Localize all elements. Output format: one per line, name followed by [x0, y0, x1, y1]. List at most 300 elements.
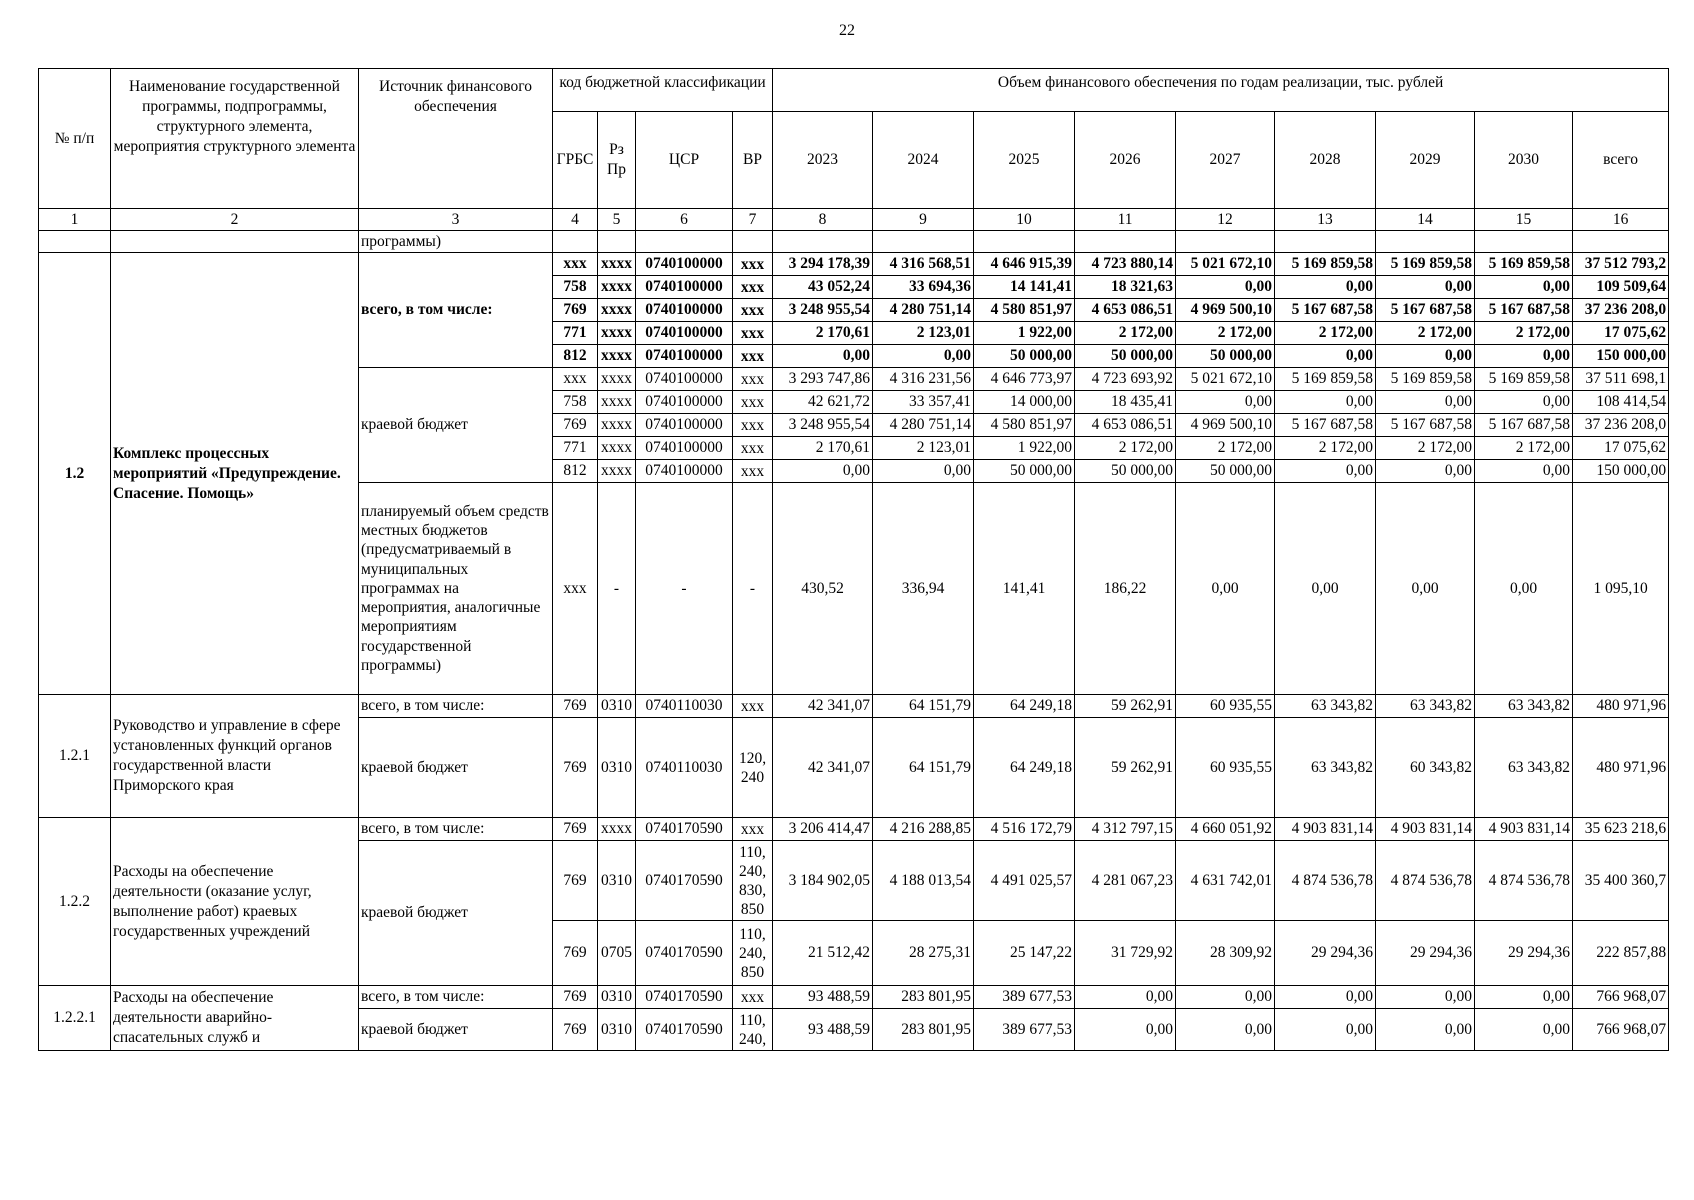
- value-cell: 2 123,01: [873, 437, 974, 460]
- csr-cell: 0740170590: [636, 841, 733, 921]
- carry-over-row: [39, 231, 1669, 253]
- grbs-cell: 769: [553, 299, 598, 322]
- value-cell: 0,00: [873, 460, 974, 483]
- grbs-cell: xxx: [553, 483, 598, 695]
- value-cell: 63 343,82: [1275, 695, 1376, 718]
- value-cell: 5 021 672,10: [1176, 368, 1275, 391]
- value-cell: 1 922,00: [974, 437, 1075, 460]
- vr-cell: xxx: [733, 460, 773, 483]
- value-cell: 2 172,00: [1176, 322, 1275, 345]
- header-total: всего: [1573, 112, 1669, 209]
- value-cell: 0,00: [1275, 460, 1376, 483]
- empty-cell: [1475, 231, 1573, 253]
- value-cell: 336,94: [873, 483, 974, 695]
- rzpr-cell: xxxx: [598, 345, 636, 368]
- empty-cell: [1275, 231, 1376, 253]
- header-year: 2024: [873, 112, 974, 209]
- total-cell: 1 095,10: [1573, 483, 1669, 695]
- value-cell: 4 280 751,14: [873, 299, 974, 322]
- total-cell: 150 000,00: [1573, 460, 1669, 483]
- value-cell: 50 000,00: [1075, 345, 1176, 368]
- value-cell: 5 021 672,10: [1176, 253, 1275, 276]
- column-number: 10: [974, 209, 1075, 231]
- rzpr-cell: xxxx: [598, 368, 636, 391]
- vr-cell: xxx: [733, 368, 773, 391]
- value-cell: 64 249,18: [974, 695, 1075, 718]
- value-cell: 389 677,53: [974, 1009, 1075, 1051]
- value-cell: 0,00: [1075, 986, 1176, 1009]
- value-cell: 2 172,00: [1475, 437, 1573, 460]
- value-cell: 0,00: [1176, 391, 1275, 414]
- header-code-group: код бюджетной классификации: [553, 69, 773, 112]
- item-number: 1.2: [39, 253, 111, 695]
- grbs-cell: 769: [553, 921, 598, 986]
- csr-cell: 0740100000: [636, 322, 733, 345]
- value-cell: 14 141,41: [974, 276, 1075, 299]
- total-cell: 480 971,96: [1573, 695, 1669, 718]
- empty-cell: [1176, 231, 1275, 253]
- csr-cell: 0740110030: [636, 695, 733, 718]
- value-cell: 5 169 859,58: [1475, 368, 1573, 391]
- grbs-cell: 769: [553, 986, 598, 1009]
- grbs-cell: 758: [553, 276, 598, 299]
- grbs-cell: 812: [553, 345, 598, 368]
- value-cell: 2 172,00: [1075, 322, 1176, 345]
- csr-cell: 0740100000: [636, 345, 733, 368]
- value-cell: 5 169 859,58: [1275, 368, 1376, 391]
- rzpr-cell: xxxx: [598, 818, 636, 841]
- value-cell: 50 000,00: [974, 460, 1075, 483]
- vr-cell: xxx: [733, 391, 773, 414]
- value-cell: 31 729,92: [1075, 921, 1176, 986]
- value-cell: 0,00: [1376, 460, 1475, 483]
- value-cell: 5 167 687,58: [1475, 414, 1573, 437]
- value-cell: 42 341,07: [773, 695, 873, 718]
- value-cell: 4 653 086,51: [1075, 299, 1176, 322]
- column-number: 8: [773, 209, 873, 231]
- grbs-cell: xxx: [553, 253, 598, 276]
- value-cell: 0,00: [1475, 345, 1573, 368]
- value-cell: 2 172,00: [1075, 437, 1176, 460]
- rzpr-cell: xxxx: [598, 460, 636, 483]
- csr-cell: 0740170590: [636, 921, 733, 986]
- header-grbs: ГРБС: [553, 112, 598, 209]
- value-cell: 0,00: [1275, 391, 1376, 414]
- csr-cell: 0740100000: [636, 253, 733, 276]
- value-cell: 0,00: [1176, 276, 1275, 299]
- value-cell: 3 294 178,39: [773, 253, 873, 276]
- value-cell: 64 151,79: [873, 695, 974, 718]
- value-cell: 4 580 851,97: [974, 414, 1075, 437]
- value-cell: 50 000,00: [974, 345, 1075, 368]
- total-cell: 37 236 208,0: [1573, 299, 1669, 322]
- vr-cell: xxx: [733, 695, 773, 718]
- value-cell: 0,00: [1176, 483, 1275, 695]
- grbs-cell: 769: [553, 841, 598, 921]
- value-cell: 0,00: [1275, 986, 1376, 1009]
- value-cell: 0,00: [1376, 986, 1475, 1009]
- column-number: 16: [1573, 209, 1669, 231]
- value-cell: 0,00: [1475, 986, 1573, 1009]
- value-cell: 42 621,72: [773, 391, 873, 414]
- item-name: Руководство и управление в сфере установленных функций органов государственной власти Приморского края: [111, 695, 359, 818]
- header-year: 2023: [773, 112, 873, 209]
- value-cell: 60 343,82: [1376, 718, 1475, 818]
- column-number: 11: [1075, 209, 1176, 231]
- total-cell: 480 971,96: [1573, 718, 1669, 818]
- source-cell: программы): [359, 231, 553, 253]
- value-cell: 5 167 687,58: [1376, 299, 1475, 322]
- vr-cell: xxx: [733, 322, 773, 345]
- value-cell: 0,00: [1376, 391, 1475, 414]
- value-cell: 29 294,36: [1376, 921, 1475, 986]
- total-cell: 35 623 218,6: [1573, 818, 1669, 841]
- table-row: [39, 695, 1669, 718]
- value-cell: 0,00: [1275, 483, 1376, 695]
- header-row-1: [39, 69, 1669, 112]
- rzpr-cell: 0310: [598, 1009, 636, 1051]
- column-number: 13: [1275, 209, 1376, 231]
- rzpr-cell: xxxx: [598, 299, 636, 322]
- value-cell: 33 694,36: [873, 276, 974, 299]
- total-cell: 37 512 793,2: [1573, 253, 1669, 276]
- grbs-cell: xxx: [553, 368, 598, 391]
- header-vr: ВР: [733, 112, 773, 209]
- value-cell: 2 172,00: [1275, 437, 1376, 460]
- rzpr-cell: 0310: [598, 695, 636, 718]
- vr-cell: xxx: [733, 414, 773, 437]
- value-cell: 18 435,41: [1075, 391, 1176, 414]
- value-cell: 4 646 773,97: [974, 368, 1075, 391]
- value-cell: 0,00: [1475, 391, 1573, 414]
- value-cell: 0,00: [1075, 1009, 1176, 1051]
- empty-cell: [873, 231, 974, 253]
- csr-cell: 0740100000: [636, 437, 733, 460]
- value-cell: 4 723 693,92: [1075, 368, 1176, 391]
- rzpr-cell: 0310: [598, 841, 636, 921]
- value-cell: 63 343,82: [1376, 695, 1475, 718]
- column-number: 2: [111, 209, 359, 231]
- value-cell: 0,00: [1176, 986, 1275, 1009]
- rzpr-cell: xxxx: [598, 414, 636, 437]
- table-row: [39, 986, 1669, 1009]
- value-cell: 4 660 051,92: [1176, 818, 1275, 841]
- value-cell: 21 512,42: [773, 921, 873, 986]
- item-name: Расходы на обеспечение деятельности аварийно-спасательных служб и: [111, 986, 359, 1051]
- value-cell: 93 488,59: [773, 986, 873, 1009]
- value-cell: 0,00: [1275, 1009, 1376, 1051]
- value-cell: 2 170,61: [773, 322, 873, 345]
- value-cell: 4 281 067,23: [1075, 841, 1176, 921]
- csr-cell: 0740100000: [636, 276, 733, 299]
- value-cell: 0,00: [1475, 483, 1573, 695]
- value-cell: 29 294,36: [1275, 921, 1376, 986]
- value-cell: 4 631 742,01: [1176, 841, 1275, 921]
- value-cell: 4 280 751,14: [873, 414, 974, 437]
- value-cell: 4 316 568,51: [873, 253, 974, 276]
- value-cell: 0,00: [1275, 345, 1376, 368]
- value-cell: 0,00: [873, 345, 974, 368]
- value-cell: 2 172,00: [1275, 322, 1376, 345]
- grbs-cell: 769: [553, 818, 598, 841]
- grbs-cell: 812: [553, 460, 598, 483]
- value-cell: 1 922,00: [974, 322, 1075, 345]
- column-number: 7: [733, 209, 773, 231]
- value-cell: 0,00: [773, 345, 873, 368]
- value-cell: 3 293 747,86: [773, 368, 873, 391]
- value-cell: 4 903 831,14: [1275, 818, 1376, 841]
- value-cell: 0,00: [1176, 1009, 1275, 1051]
- empty-cell: [553, 231, 598, 253]
- total-cell: 766 968,07: [1573, 986, 1669, 1009]
- header-year: 2030: [1475, 112, 1573, 209]
- value-cell: 3 248 955,54: [773, 414, 873, 437]
- rzpr-cell: xxxx: [598, 276, 636, 299]
- column-number: 9: [873, 209, 974, 231]
- total-cell: 108 414,54: [1573, 391, 1669, 414]
- column-number: 1: [39, 209, 111, 231]
- value-cell: 5 167 687,58: [1275, 414, 1376, 437]
- empty-cell: [1376, 231, 1475, 253]
- column-number: 3: [359, 209, 553, 231]
- value-cell: 4 188 013,54: [873, 841, 974, 921]
- value-cell: 5 167 687,58: [1475, 299, 1573, 322]
- csr-cell: 0740100000: [636, 391, 733, 414]
- source-cell: всего, в том числе:: [359, 818, 553, 841]
- empty-cell: [598, 231, 636, 253]
- value-cell: 4 516 172,79: [974, 818, 1075, 841]
- source-cell: краевой бюджет: [359, 1009, 553, 1051]
- rzpr-cell: 0705: [598, 921, 636, 986]
- value-cell: 186,22: [1075, 483, 1176, 695]
- value-cell: 5 167 687,58: [1275, 299, 1376, 322]
- value-cell: 42 341,07: [773, 718, 873, 818]
- value-cell: 430,52: [773, 483, 873, 695]
- total-cell: 35 400 360,7: [1573, 841, 1669, 921]
- source-cell: планируемый объем средств местных бюджетов (предусматриваемый в муниципальных программах на мероприятия, аналогичные мероприятиям государственной программы): [359, 483, 553, 695]
- total-cell: 150 000,00: [1573, 345, 1669, 368]
- column-number: 12: [1176, 209, 1275, 231]
- value-cell: 4 874 536,78: [1275, 841, 1376, 921]
- value-cell: 64 249,18: [974, 718, 1075, 818]
- value-cell: 50 000,00: [1176, 460, 1275, 483]
- vr-cell: xxx: [733, 345, 773, 368]
- grbs-cell: 769: [553, 414, 598, 437]
- value-cell: 28 275,31: [873, 921, 974, 986]
- value-cell: 4 874 536,78: [1376, 841, 1475, 921]
- value-cell: 0,00: [773, 460, 873, 483]
- value-cell: 50 000,00: [1176, 345, 1275, 368]
- value-cell: 0,00: [1376, 1009, 1475, 1051]
- vr-cell: 110, 240,: [733, 1009, 773, 1051]
- csr-cell: 0740170590: [636, 1009, 733, 1051]
- total-cell: 17 075,62: [1573, 437, 1669, 460]
- value-cell: 4 312 797,15: [1075, 818, 1176, 841]
- value-cell: 5 169 859,58: [1376, 368, 1475, 391]
- rzpr-cell: xxxx: [598, 437, 636, 460]
- value-cell: 2 172,00: [1475, 322, 1573, 345]
- value-cell: 2 123,01: [873, 322, 974, 345]
- total-cell: 37 236 208,0: [1573, 414, 1669, 437]
- empty-cell: [1075, 231, 1176, 253]
- value-cell: 4 969 500,10: [1176, 299, 1275, 322]
- value-cell: 283 801,95: [873, 986, 974, 1009]
- csr-cell: 0740170590: [636, 986, 733, 1009]
- item-number: 1.2.2.1: [39, 986, 111, 1051]
- value-cell: 2 172,00: [1176, 437, 1275, 460]
- source-cell: краевой бюджет: [359, 841, 553, 986]
- grbs-cell: 769: [553, 718, 598, 818]
- item-name: Расходы на обеспечение деятельности (оказание услуг, выполнение работ) краевых государственных учреждений: [111, 818, 359, 986]
- value-cell: 14 000,00: [974, 391, 1075, 414]
- value-cell: 18 321,63: [1075, 276, 1176, 299]
- num-cell: [39, 231, 111, 253]
- empty-cell: [733, 231, 773, 253]
- value-cell: 4 903 831,14: [1475, 818, 1573, 841]
- vr-cell: xxx: [733, 437, 773, 460]
- grbs-cell: 771: [553, 322, 598, 345]
- item-number: 1.2.1: [39, 695, 111, 818]
- csr-cell: 0740110030: [636, 718, 733, 818]
- value-cell: 60 935,55: [1176, 718, 1275, 818]
- value-cell: 93 488,59: [773, 1009, 873, 1051]
- header-year: 2026: [1075, 112, 1176, 209]
- rzpr-cell: xxxx: [598, 253, 636, 276]
- name-cell: [111, 231, 359, 253]
- value-cell: 0,00: [1475, 1009, 1573, 1051]
- empty-cell: [974, 231, 1075, 253]
- total-cell: 766 968,07: [1573, 1009, 1669, 1051]
- value-cell: 4 580 851,97: [974, 299, 1075, 322]
- item-number: 1.2.2: [39, 818, 111, 986]
- value-cell: 4 216 288,85: [873, 818, 974, 841]
- header-rzpr: Рз Пр: [598, 112, 636, 209]
- csr-cell: 0740100000: [636, 299, 733, 322]
- header-volume-group: Объем финансового обеспечения по годам реализации, тыс. рублей: [773, 69, 1669, 112]
- value-cell: 28 309,92: [1176, 921, 1275, 986]
- csr-cell: 0740100000: [636, 368, 733, 391]
- value-cell: 63 343,82: [1475, 695, 1573, 718]
- vr-cell: xxx: [733, 253, 773, 276]
- csr-cell: 0740100000: [636, 414, 733, 437]
- value-cell: 2 172,00: [1376, 322, 1475, 345]
- value-cell: 0,00: [1376, 483, 1475, 695]
- value-cell: 43 052,24: [773, 276, 873, 299]
- value-cell: 0,00: [1376, 345, 1475, 368]
- value-cell: 0,00: [1376, 276, 1475, 299]
- value-cell: 0,00: [1475, 460, 1573, 483]
- source-cell: всего, в том числе:: [359, 695, 553, 718]
- csr-cell: 0740100000: [636, 460, 733, 483]
- value-cell: 25 147,22: [974, 921, 1075, 986]
- rzpr-cell: xxxx: [598, 391, 636, 414]
- value-cell: 50 000,00: [1075, 460, 1176, 483]
- value-cell: 141,41: [974, 483, 1075, 695]
- value-cell: 4 646 915,39: [974, 253, 1075, 276]
- empty-cell: [1573, 231, 1669, 253]
- vr-cell: xxx: [733, 818, 773, 841]
- value-cell: 0,00: [1475, 276, 1573, 299]
- grbs-cell: 758: [553, 391, 598, 414]
- vr-cell: xxx: [733, 299, 773, 322]
- header-csr: ЦСР: [636, 112, 733, 209]
- csr-cell: -: [636, 483, 733, 695]
- column-number: 5: [598, 209, 636, 231]
- value-cell: 63 343,82: [1275, 718, 1376, 818]
- header-num: № п/п: [39, 69, 111, 209]
- value-cell: 59 262,91: [1075, 695, 1176, 718]
- empty-cell: [636, 231, 733, 253]
- value-cell: 4 491 025,57: [974, 841, 1075, 921]
- vr-cell: 110, 240, 830, 850: [733, 841, 773, 921]
- source-cell: всего, в том числе:: [359, 986, 553, 1009]
- table-row: [39, 253, 1669, 276]
- value-cell: 4 653 086,51: [1075, 414, 1176, 437]
- source-cell: краевой бюджет: [359, 368, 553, 483]
- total-cell: 222 857,88: [1573, 921, 1669, 986]
- header-year: 2025: [974, 112, 1075, 209]
- value-cell: 5 169 859,58: [1376, 253, 1475, 276]
- rzpr-cell: xxxx: [598, 322, 636, 345]
- value-cell: 0,00: [1275, 276, 1376, 299]
- value-cell: 2 172,00: [1376, 437, 1475, 460]
- value-cell: 4 723 880,14: [1075, 253, 1176, 276]
- value-cell: 33 357,41: [873, 391, 974, 414]
- source-cell: всего, в том числе:: [359, 253, 553, 368]
- value-cell: 60 935,55: [1176, 695, 1275, 718]
- item-name: Комплекс процессных мероприятий «Предупреждение. Спасение. Помощь»: [111, 253, 359, 695]
- value-cell: 283 801,95: [873, 1009, 974, 1051]
- vr-cell: 120, 240: [733, 718, 773, 818]
- source-cell: краевой бюджет: [359, 718, 553, 818]
- value-cell: 389 677,53: [974, 986, 1075, 1009]
- value-cell: 5 169 859,58: [1475, 253, 1573, 276]
- value-cell: 63 343,82: [1475, 718, 1573, 818]
- value-cell: 5 167 687,58: [1376, 414, 1475, 437]
- vr-cell: -: [733, 483, 773, 695]
- value-cell: 4 903 831,14: [1376, 818, 1475, 841]
- vr-cell: xxx: [733, 986, 773, 1009]
- column-number: 4: [553, 209, 598, 231]
- value-cell: 4 316 231,56: [873, 368, 974, 391]
- column-number-row: [39, 209, 1669, 231]
- grbs-cell: 769: [553, 1009, 598, 1051]
- value-cell: 3 206 414,47: [773, 818, 873, 841]
- value-cell: 3 248 955,54: [773, 299, 873, 322]
- value-cell: 2 170,61: [773, 437, 873, 460]
- total-cell: 37 511 698,1: [1573, 368, 1669, 391]
- value-cell: 29 294,36: [1475, 921, 1573, 986]
- total-cell: 109 509,64: [1573, 276, 1669, 299]
- value-cell: 4 969 500,10: [1176, 414, 1275, 437]
- value-cell: 59 262,91: [1075, 718, 1176, 818]
- rzpr-cell: 0310: [598, 718, 636, 818]
- page-number: 22: [839, 22, 855, 39]
- header-year: 2029: [1376, 112, 1475, 209]
- empty-cell: [773, 231, 873, 253]
- total-cell: 17 075,62: [1573, 322, 1669, 345]
- column-number: 6: [636, 209, 733, 231]
- value-cell: 5 169 859,58: [1275, 253, 1376, 276]
- value-cell: 4 874 536,78: [1475, 841, 1573, 921]
- header-year: 2027: [1176, 112, 1275, 209]
- header-source: Источник финансового обеспечения: [359, 69, 553, 209]
- grbs-cell: 769: [553, 695, 598, 718]
- budget-table: [38, 68, 1669, 1051]
- vr-cell: 110, 240, 850: [733, 921, 773, 986]
- value-cell: 64 151,79: [873, 718, 974, 818]
- column-number: 15: [1475, 209, 1573, 231]
